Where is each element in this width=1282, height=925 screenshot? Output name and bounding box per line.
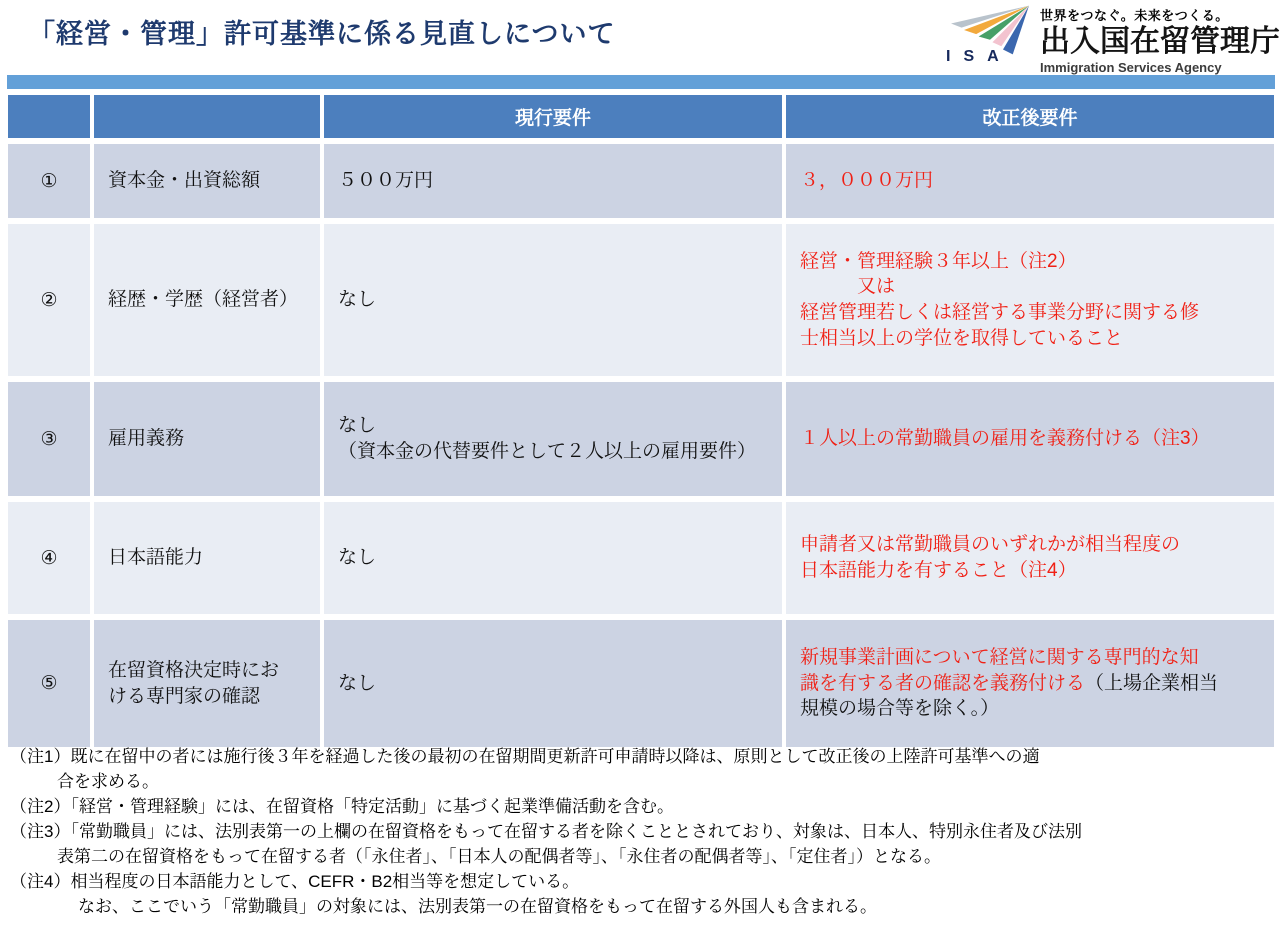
- row-number: ⑤: [8, 620, 90, 747]
- table-row-2-career: [8, 224, 1274, 376]
- note-1-line-2: 合を求める。: [57, 772, 159, 791]
- revised-requirement: 新規事業計画について経営に関する専門的な知 識を有する者の確認を義務付ける（上場企業相当 規模の場合等を除く。）: [786, 620, 1274, 747]
- row-number: ①: [8, 144, 90, 218]
- header-cell-revised: 改正後要件: [786, 95, 1274, 138]
- current-requirement: なし: [324, 620, 782, 747]
- page-title: 「経営・管理」許可基準に係る見直しについて: [28, 19, 616, 49]
- row-item: 日本語能力: [94, 502, 320, 614]
- current-requirement: ５００万円: [324, 144, 782, 218]
- row-item: 在留資格決定時にお ける専門家の確認: [94, 620, 320, 747]
- row-item: 経歴・学歴（経営者）: [94, 224, 320, 376]
- agency-logo-text: [1040, 5, 1280, 75]
- row-number: ④: [8, 502, 90, 614]
- note-3-line-1: （注3）「常勤職員」には、法別表第一の上欄の在留資格をもって在留する者を除くこととされており、対象は、日本人、特別永住者及び法別: [10, 822, 1082, 841]
- header-cell-empty-no: [8, 95, 90, 138]
- note-1-line-1: （注1）既に在留中の者には施行後３年を経過した後の最初の在留期間更新許可申請時以降は、原則として改正後の上陸許可基準への適: [10, 747, 1040, 766]
- agency-name-en: Immigration Services Agency: [1040, 59, 1222, 75]
- note-2: （注2）「経営・管理経験」には、在留資格「特定活動」に基づく起業準備活動を含む。: [10, 797, 674, 816]
- revised-requirement: 経営・管理経験３年以上（注2） 又は 経営管理若しくは経営する事業分野に関する修 士相当以上の学位を取得していること: [786, 224, 1274, 376]
- table-row-1-capital: [8, 144, 1274, 218]
- row-number: ②: [8, 224, 90, 376]
- row-item: 資本金・出資総額: [94, 144, 320, 218]
- revised-requirement: １人以上の常勤職員の雇用を義務付ける（注3）: [800, 428, 1210, 450]
- table-header-row: [8, 95, 1274, 138]
- agency-tagline: 世界をつなぐ。未来をつくる。: [1040, 8, 1229, 23]
- table-row-5-expert-check: [8, 620, 1274, 747]
- row-item: 雇用義務: [94, 382, 320, 496]
- revised-requirement: ３，０００万円: [800, 170, 934, 192]
- current-requirement: なし （資本金の代替要件として２人以上の雇用要件）: [324, 382, 782, 496]
- title-underline-bar: [7, 75, 1275, 89]
- requirements-table: [4, 89, 1278, 753]
- current-requirement: なし: [324, 224, 782, 376]
- current-requirement: なし: [324, 502, 782, 614]
- note-3-line-2: 表第二の在留資格をもって在留する者（「永住者」、「日本人の配偶者等」、「永住者の配偶者等」、「定住者」）となる。: [57, 847, 941, 866]
- isa-lettermark: ISA: [946, 48, 1012, 65]
- header-cell-current: 現行要件: [324, 95, 782, 138]
- footnotes: [10, 744, 1276, 919]
- note-4-line-2: なお、ここでいう「常勤職員」の対象には、法別表第一の在留資格をもって在留する外国人も含まれる。: [78, 897, 877, 916]
- revised-requirement: 申請者又は常勤職員のいずれかが相当程度の 日本語能力を有すること（注4）: [786, 502, 1274, 614]
- table-row-4-japanese: [8, 502, 1274, 614]
- header-cell-empty-item: [94, 95, 320, 138]
- table-row-3-employment: [8, 382, 1274, 496]
- row-number: ③: [8, 382, 90, 496]
- agency-name-ja: 出入国在留管理庁: [1040, 25, 1280, 58]
- note-4-line-1: （注4）相当程度の日本語能力として、CEFR・B2相当等を想定している。: [10, 872, 580, 891]
